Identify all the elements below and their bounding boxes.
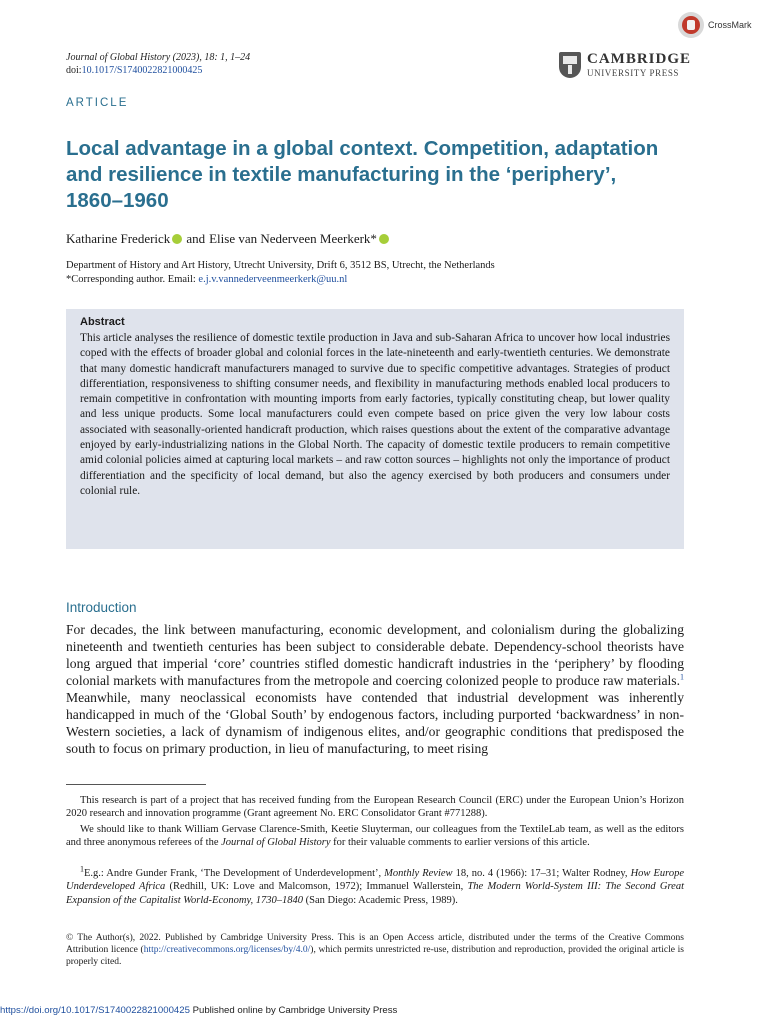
footer-published-text: Published online by Cambridge University Press (189, 1005, 398, 1016)
copyright-text: © The Author(s), 2022. Published by Cambridge University Press. This is an Open Access article, distributed under the terms of the Creative Commons Attribution licence ( (66, 933, 684, 955)
corresponding-email-link[interactable]: e.j.v.vannederveenmeerkerk@uu.nl (198, 274, 348, 285)
fn1-text: (San Diego: Academic Press, 1989). (303, 894, 458, 906)
orcid-icon[interactable] (379, 234, 389, 244)
fn1-text: 18, no. 4 (1966): 17–31; Walter Rodney, (452, 868, 631, 879)
author-connector: and (186, 231, 206, 246)
publisher-sub: UNIVERSITY PRESS (587, 68, 680, 78)
article-title: Local advantage in a global context. Competition, adaptation and resilience in textile manufacturing in the ‘periphery’, 1860–1960 (66, 137, 659, 212)
abstract-heading: Abstract (80, 316, 125, 328)
corresponding-author (66, 273, 495, 287)
crossmark-label: CrossMark (708, 20, 752, 30)
crossmark-icon (678, 12, 704, 38)
copyright-text: ), which permits unrestricted re-use, distribution and reproduction, provided the original article is properly cited. (66, 945, 684, 967)
affiliation-block (66, 259, 495, 287)
footnote-number: 1 (80, 864, 84, 874)
fn1-text: E.g.: Andre Gunder Frank, ‘The Development of Underdevelopment’, (84, 868, 385, 879)
fn1-journal: Monthly Review (384, 868, 453, 879)
thanks-journal: Journal of Global History (221, 837, 331, 849)
footnote-ref[interactable]: 1 (680, 672, 684, 682)
author-line (66, 231, 393, 247)
funding-note: This research is part of a project that has received funding from the European Research Council (ERC) under the European Union’s Horizon 2020 research and innovation programme (Grant agreement No. ERC Consolidator Grant #771288). (66, 795, 684, 820)
introduction-paragraph (66, 621, 684, 757)
thanks-part2: for their valuable comments to earlier versions of this article. (330, 837, 590, 849)
publisher-logo (559, 52, 691, 78)
article-doi (66, 64, 202, 77)
corresponding-prefix: *Corresponding author. Email: (66, 274, 199, 285)
page-footer (0, 1005, 397, 1016)
fn1-text: (Redhill, UK: Love and Malcomson, 1972); Immanuel Wallerstein, (165, 881, 468, 893)
fn1-book: How Europe Underdeveloped Africa (66, 868, 684, 893)
acknowledgements-note (66, 823, 684, 850)
fn1-book: The Modern World-System III: The Second Great Expansion of the Capitalist World-Economy, 1730–1840 (66, 881, 684, 906)
footer-doi-link[interactable]: https://doi.org/10.1017/S1740022821000425 (0, 1005, 190, 1016)
author-name[interactable]: Katharine Frederick (66, 231, 171, 246)
intro-text-part1: For decades, the link between manufacturing, economic development, and colonialism during the globalizing nineteenth and twentieth centuries has been subject to considerable debate. Dependency-school theorists have long argued that imperial ‘core’ countries stifled domestic handicraft industries in the ‘periphery’ by flooding colonial markets with manufactures from the metropole and coercing colonized people to produce raw materials. (66, 622, 684, 688)
copyright-note (66, 932, 684, 968)
cambridge-crest-icon (559, 52, 581, 78)
affiliation-department: Department of History and Art History, Utrecht University, Drift 6, 3512 BS, Utrecht, the Netherlands (66, 260, 495, 271)
crossmark-button[interactable] (678, 12, 752, 38)
abstract-text: This article analyses the resilience of domestic textile production in Java and sub-Saharan Africa to uncover how local industries coped with the effects of broader global and colonial forces in the late-nineteenth and early-twentieth centuries. We demonstrate that many domestic handicraft manufacturers managed to survive due to specific competitive advantages. Strategies of product differentiation, responsiveness to shifting consumer needs, and flexibility in manufacturing methods enabled local producers to remain competitive in confrontation with mounting imports from early factories, typically constituting cheap, but lower quality and less unique products. Some local manufacturers could even compete based on price given the very low labour costs associated with seasonally-oriented handicraft production, which raises questions about the extent of the comparative advantage enjoyed by early-industrializing nations in the Global North. The capacity of domestic textile producers to remain competitive amid colonial policies aimed at capturing local markets – and raw cotton sources – highlights not only the importance of product differentiation and the specificity of local demand, but also the agency exercised by both producers and consumers under colonial rule. (80, 332, 670, 497)
doi-link[interactable]: 10.1017/S1740022821000425 (81, 65, 203, 76)
doi-prefix: doi: (66, 65, 82, 76)
publisher-name: CAMBRIDGE (587, 51, 692, 67)
orcid-icon[interactable] (172, 234, 182, 244)
thanks-part1: We should like to thank William Gervase Clarence-Smith, Keetie Sluyterman, our colleagues from the TextileLab team, as well as the editors and three anonymous referees of the (66, 824, 684, 849)
journal-citation: Journal of Global History (2023), 18: 1, 1–24 (66, 52, 251, 63)
footnote-divider (66, 784, 206, 785)
section-heading-introduction: Introduction (66, 600, 137, 615)
author-name[interactable]: Elise van Nederveen Meerkerk* (209, 231, 377, 246)
intro-text-part2: Meanwhile, many neoclassical economists have contended that industrial development was inherently handicapped in much of the ‘Global South’ by endogenous factors, including purported ‘backwardness’ in non-Western societies, a lack of dynamism of indigenous elites, and/or geographic conditions that predisposed the south to focus on primary production, in lieu of manufacturing, to meet rising (66, 690, 684, 756)
footnote-1 (66, 864, 684, 907)
license-link[interactable]: http://creativecommons.org/licenses/by/4.0/ (143, 945, 311, 955)
article-type-label: ARTICLE (66, 97, 129, 109)
